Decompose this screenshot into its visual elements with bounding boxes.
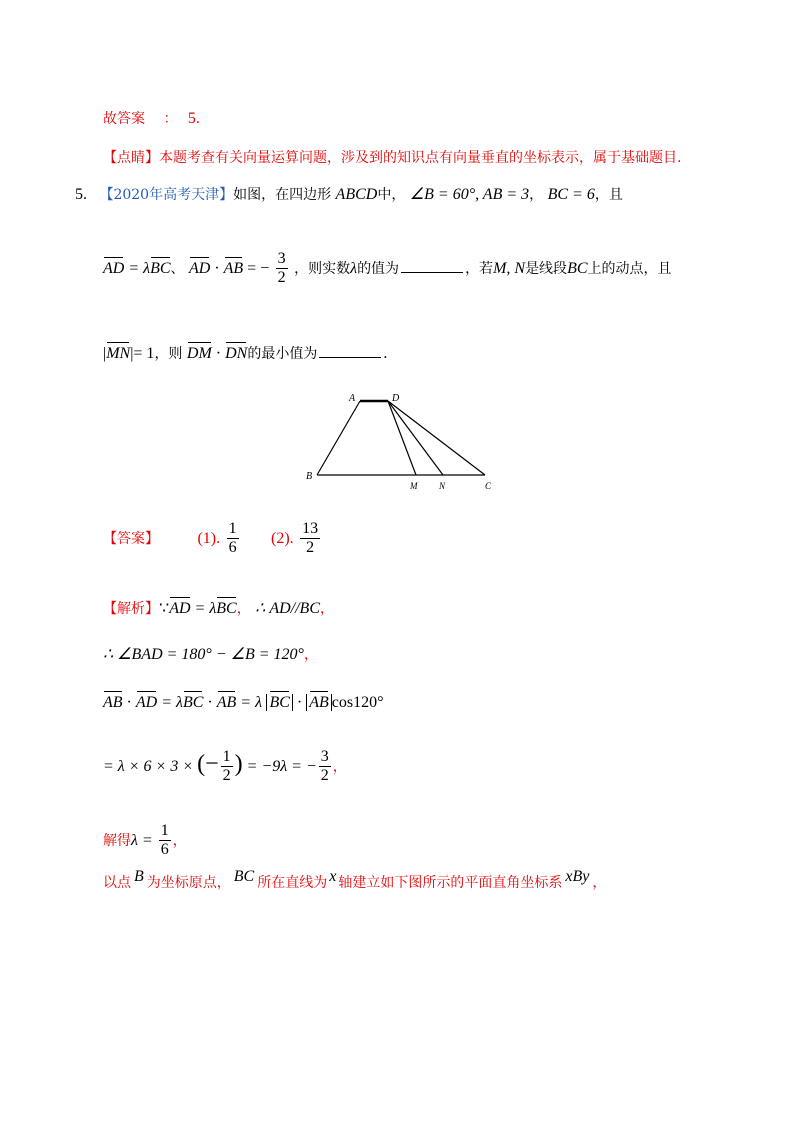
label-c: C (485, 481, 492, 491)
l6-end: ， (592, 875, 607, 891)
l6-t1: 以点 (103, 875, 131, 891)
answer-line (103, 108, 200, 128)
l6-bc: BC (233, 868, 255, 885)
l6-xby: xBy (565, 868, 590, 885)
parallel-statement: ∴ AD//BC (255, 600, 320, 617)
answer-tag: 【答案】 (103, 530, 159, 547)
vec-dm: DM (186, 345, 212, 362)
answer-fraction-1-6: $\frac{1}{6}$ (228, 520, 237, 557)
vec-ad: AD (103, 259, 125, 277)
l4-fraction-1-2: $\frac{1}{2}$ (222, 748, 231, 785)
answer-value: 5. (187, 110, 200, 127)
sol-eq-lambda: = λ (190, 600, 217, 617)
eq-one: |= 1 (130, 345, 155, 362)
angle-statement: ∴ ∠BAD = 180° − ∠B = 120° (103, 646, 304, 663)
l4-paren-left: (− (197, 750, 219, 777)
l6-t2: 为坐标原点， (146, 875, 231, 891)
comment-text: 本题考查有关向量运算问题，涉及到的知识点有向量垂直的坐标表示，属于基础题目. (159, 150, 682, 166)
dot-2: · (211, 345, 226, 362)
blank-1 (401, 272, 463, 273)
text-min-value: 的最小值为 (247, 346, 318, 362)
l3-vec-bc: BC (182, 694, 204, 711)
solution-line-5 (103, 822, 187, 860)
l4-end: ， (332, 758, 347, 775)
l6-t3: 所在直线为 (257, 875, 328, 891)
condition-angle: ∠B = 60°, AB = 3 (409, 186, 530, 203)
segment-ab (317, 401, 360, 475)
l5-fraction-1-6: $\frac{1}{6}$ (160, 822, 169, 859)
trapezoid-diagram (300, 385, 500, 495)
solution-line-1 (103, 598, 334, 618)
answer-sep: ： (163, 111, 178, 127)
l4-start: = λ × 6 × 3 × (103, 757, 198, 775)
l6-point-b: B (134, 868, 144, 885)
sol-end-2: ， (303, 647, 318, 663)
text-value-is: 的值为 (357, 260, 400, 277)
l3-dot-1: · (122, 694, 136, 711)
text-real-number: ，则实数 (294, 260, 351, 277)
lambda-symbol: λ (350, 259, 358, 277)
text-segment: 是线段 (525, 260, 568, 277)
eq-neg: = − (243, 259, 270, 277)
cos-120: cos120° (331, 694, 384, 711)
problem-intro-tail: 中， (377, 187, 406, 203)
solution-line-4 (103, 748, 347, 786)
vec-mn: MN (106, 345, 131, 362)
dot: · (210, 259, 224, 277)
vec-ad-2: AD (188, 259, 211, 277)
l3-vec-ad: AD (135, 694, 158, 711)
text-then: ，则 (154, 346, 183, 362)
because: ∵ (159, 600, 170, 617)
l4-paren-right: ) (234, 750, 243, 777)
solution-line-2 (103, 644, 318, 664)
fraction-3-2: $\frac{3}{2}$ (277, 250, 286, 287)
sol-vec-ad: AD (169, 600, 191, 617)
sol-end-1: ， (320, 601, 334, 617)
answer-part-1: (1). (197, 529, 221, 547)
l6-t4: 轴建立如下图所示的平面直角坐标系 (338, 875, 563, 891)
vec-ab: AB (223, 259, 244, 277)
l5-lambda: λ = (131, 831, 157, 849)
l3-eq-1: = λ (157, 694, 183, 711)
l5-text: 解得 (103, 832, 131, 849)
l3-eq-2: = λ (236, 694, 262, 711)
vec-bc: BC (150, 259, 171, 277)
problem-line-3 (103, 343, 387, 363)
abs-ab: AB (306, 694, 332, 711)
l3-vec-ab-2: AB (216, 694, 237, 711)
l4-mid: = −9λ = − (242, 757, 317, 775)
text-if: ，若 (465, 260, 494, 277)
answer-label: 故答案 (103, 111, 145, 127)
vec-dn: DN (225, 345, 248, 362)
l4-fraction-3-2: $\frac{3}{2}$ (320, 748, 329, 785)
l3-dot-2: · (203, 694, 217, 711)
problem-source: 【2020年高考天津】 (99, 187, 234, 203)
comma-1: ， (529, 187, 544, 203)
solution-line-3 (103, 694, 384, 712)
answer-block (103, 520, 322, 558)
condition-bc: BC = 6 (547, 186, 595, 203)
problem-number: 5. (75, 186, 87, 203)
problem-line-1 (75, 184, 623, 204)
solution-tag: 【解析】 (103, 601, 159, 617)
l3-dot-3: · (292, 694, 307, 711)
segment-bc: BC (567, 259, 588, 277)
answer-fraction-13-2: $\frac{13}{2}$ (302, 520, 319, 557)
sol-comma: ， (236, 601, 251, 617)
text-moving: 上的动点，且 (587, 260, 672, 277)
segment-dn (388, 401, 443, 475)
comment-tag: 【点睛】 (103, 150, 159, 166)
abs-bc: BC (266, 694, 292, 711)
problem-line-2 (103, 250, 672, 288)
blank-2 (319, 357, 381, 358)
points-mn: M, N (493, 259, 526, 277)
solution-line-6 (103, 868, 607, 892)
quad-name: ABCD (335, 186, 378, 203)
sep: 、 (170, 260, 185, 277)
label-b: B (306, 471, 313, 482)
label-n: N (439, 481, 446, 491)
answer-part-2: (2). (271, 529, 294, 547)
problem-tail-1: ，且 (594, 187, 623, 203)
abs-bar: | (103, 345, 107, 362)
comment-line (103, 147, 681, 167)
eq-lambda: = λ (124, 259, 151, 277)
end-period: . (383, 345, 388, 362)
sol-vec-bc: BC (216, 600, 237, 617)
problem-intro: 如图，在四边形 (233, 187, 332, 203)
l6-x: x (329, 868, 337, 885)
label-a: A (349, 393, 356, 404)
l3-vec-ab: AB (103, 694, 123, 711)
l5-end: ， (172, 832, 187, 849)
label-m: M (410, 481, 418, 491)
label-d: D (392, 393, 400, 404)
